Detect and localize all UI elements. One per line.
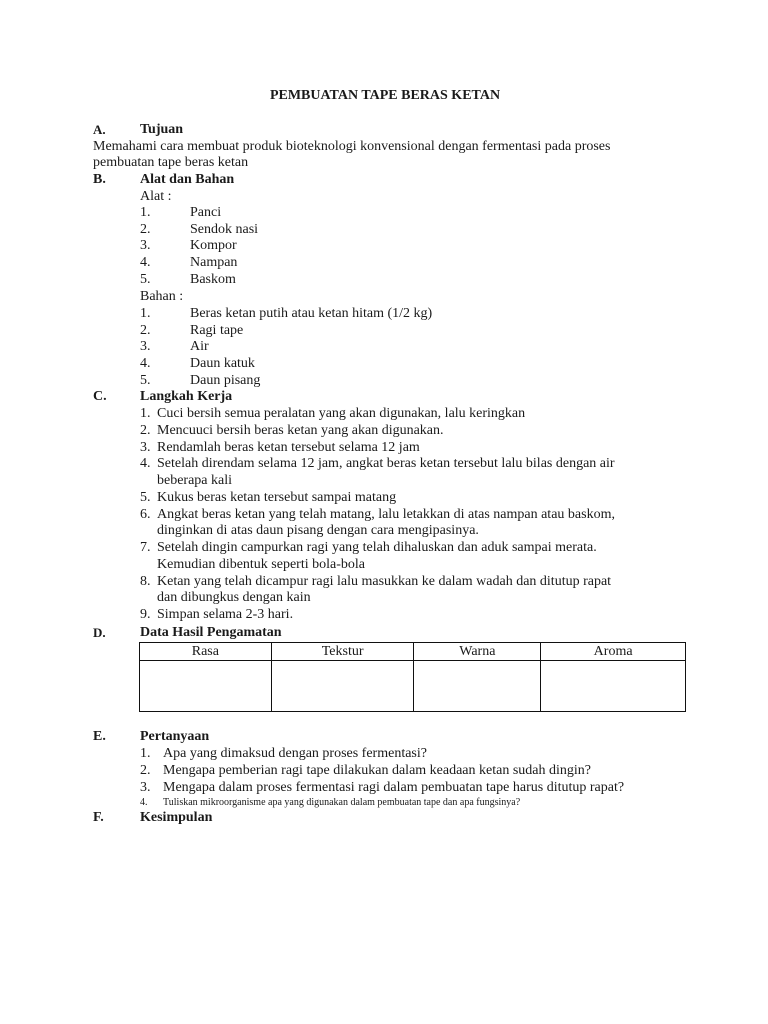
question-number: 2.: [140, 763, 151, 778]
question-text: Mengapa dalam proses fermentasi ragi dalam pembuatan tape harus ditutup rapat?: [163, 780, 625, 795]
step-text: Mencuuci bersih beras ketan yang akan digunakan.: [157, 422, 444, 438]
bahan-item: Air: [190, 339, 209, 355]
question-number: 4.: [140, 797, 148, 808]
alat-item: Nampan: [190, 255, 238, 271]
question-text: Tuliskan mikroorganisme apa yang digunakan dalam pembuatan tape dan apa fungsinya?: [163, 797, 521, 808]
alat-item: Sendok nasi: [190, 221, 259, 237]
alat-item: Baskom: [190, 271, 236, 287]
step-text: Cuci bersih semua peralatan yang akan digunakan, lalu keringkan: [157, 406, 526, 421]
list-number: 2.: [140, 322, 151, 338]
bahan-item: Daun katuk: [190, 356, 255, 372]
cell-warna[interactable]: [414, 661, 541, 712]
step-number: 4.: [140, 456, 151, 472]
step-text: Simpan selama 2-3 hari.: [157, 607, 294, 622]
section-f-heading: Kesimpulan: [140, 810, 213, 825]
question-text: Apa yang dimaksud dengan proses fermentasi?: [163, 746, 427, 761]
step-number: 6.: [140, 506, 151, 522]
tujuan-text-line: pembuatan tape beras ketan: [93, 155, 249, 170]
step-text: Kukus beras ketan tersebut sampai matang: [157, 489, 397, 505]
observation-table: [139, 642, 686, 712]
cell-aroma[interactable]: [541, 661, 686, 712]
bahan-item: Beras ketan putih atau ketan hitam (1/2 kg): [190, 306, 433, 321]
alat-item: Kompor: [190, 238, 237, 254]
cell-rasa[interactable]: [140, 661, 272, 712]
step-number: 3.: [140, 439, 151, 455]
question-text: Mengapa pemberian ragi tape dilakukan dalam keadaan ketan sudah dingin?: [163, 763, 591, 778]
list-number: 1.: [140, 205, 151, 220]
step-text: Angkat beras ketan yang telah matang, lalu letakkan di atas nampan atau baskom,: [157, 506, 615, 522]
section-b-letter: B.: [93, 172, 106, 187]
column-header-rasa: Rasa: [140, 643, 272, 661]
step-text: Setelah direndam selama 12 jam, angkat beras ketan tersebut lalu bilas dengan air: [157, 456, 615, 472]
question-number: 3.: [140, 780, 151, 795]
bahan-label: Bahan :: [140, 289, 184, 304]
list-number: 2.: [140, 221, 151, 237]
step-text: dinginkan di atas daun pisang dengan cara mengipasinya.: [157, 523, 479, 539]
step-text: Ketan yang telah dicampur ragi lalu masukkan ke dalam wadah dan ditutup rapat: [157, 573, 612, 589]
section-a-heading: Tujuan: [140, 122, 184, 137]
section-e-letter: E.: [93, 729, 106, 744]
step-number: 8.: [140, 573, 151, 589]
list-number: 3.: [140, 238, 151, 254]
step-text: beberapa kali: [157, 473, 233, 488]
list-number: 4.: [140, 255, 151, 271]
table-row: [140, 661, 686, 712]
list-number: 1.: [140, 306, 151, 321]
step-number: 1.: [140, 406, 151, 421]
step-number: 2.: [140, 422, 151, 438]
section-d-heading: Data Hasil Pengamatan: [140, 625, 282, 640]
list-number: 3.: [140, 339, 151, 355]
section-e-heading: Pertanyaan: [140, 729, 210, 744]
section-b-heading: Alat dan Bahan: [140, 172, 235, 187]
list-number: 5.: [140, 372, 151, 388]
alat-item: Panci: [190, 205, 222, 220]
list-number: 5.: [140, 271, 151, 287]
column-header-tekstur: Tekstur: [271, 643, 414, 661]
section-f-letter: F.: [93, 810, 104, 825]
step-text: Kemudian dibentuk seperti bola-bola: [157, 556, 365, 572]
step-text: Setelah dingin campurkan ragi yang telah dihaluskan dan aduk sampai merata.: [157, 540, 597, 555]
cell-tekstur[interactable]: [271, 661, 414, 712]
step-text: Rendamlah beras ketan tersebut selama 12 jam: [157, 439, 420, 455]
step-text: dan dibungkus dengan kain: [157, 590, 311, 606]
step-number: 5.: [140, 489, 151, 505]
section-c-heading: Langkah Kerja: [140, 389, 233, 404]
column-header-warna: Warna: [414, 643, 541, 661]
bahan-item: Daun pisang: [190, 372, 261, 388]
step-number: 7.: [140, 540, 151, 555]
section-d-letter: D.: [93, 625, 106, 640]
alat-label: Alat :: [140, 189, 172, 204]
tujuan-text-line: Memahami cara membuat produk bioteknologi konvensional dengan fermentasi pada proses: [93, 139, 611, 154]
document-title: PEMBUATAN TAPE BERAS KETAN: [269, 88, 501, 103]
bahan-item: Ragi tape: [190, 322, 244, 338]
list-number: 4.: [140, 356, 151, 372]
step-number: 9.: [140, 607, 151, 622]
section-a-letter: A.: [93, 122, 106, 137]
column-header-aroma: Aroma: [541, 643, 686, 661]
section-c-letter: C.: [93, 389, 107, 404]
table-header-row: [140, 643, 686, 661]
question-number: 1.: [140, 746, 151, 761]
